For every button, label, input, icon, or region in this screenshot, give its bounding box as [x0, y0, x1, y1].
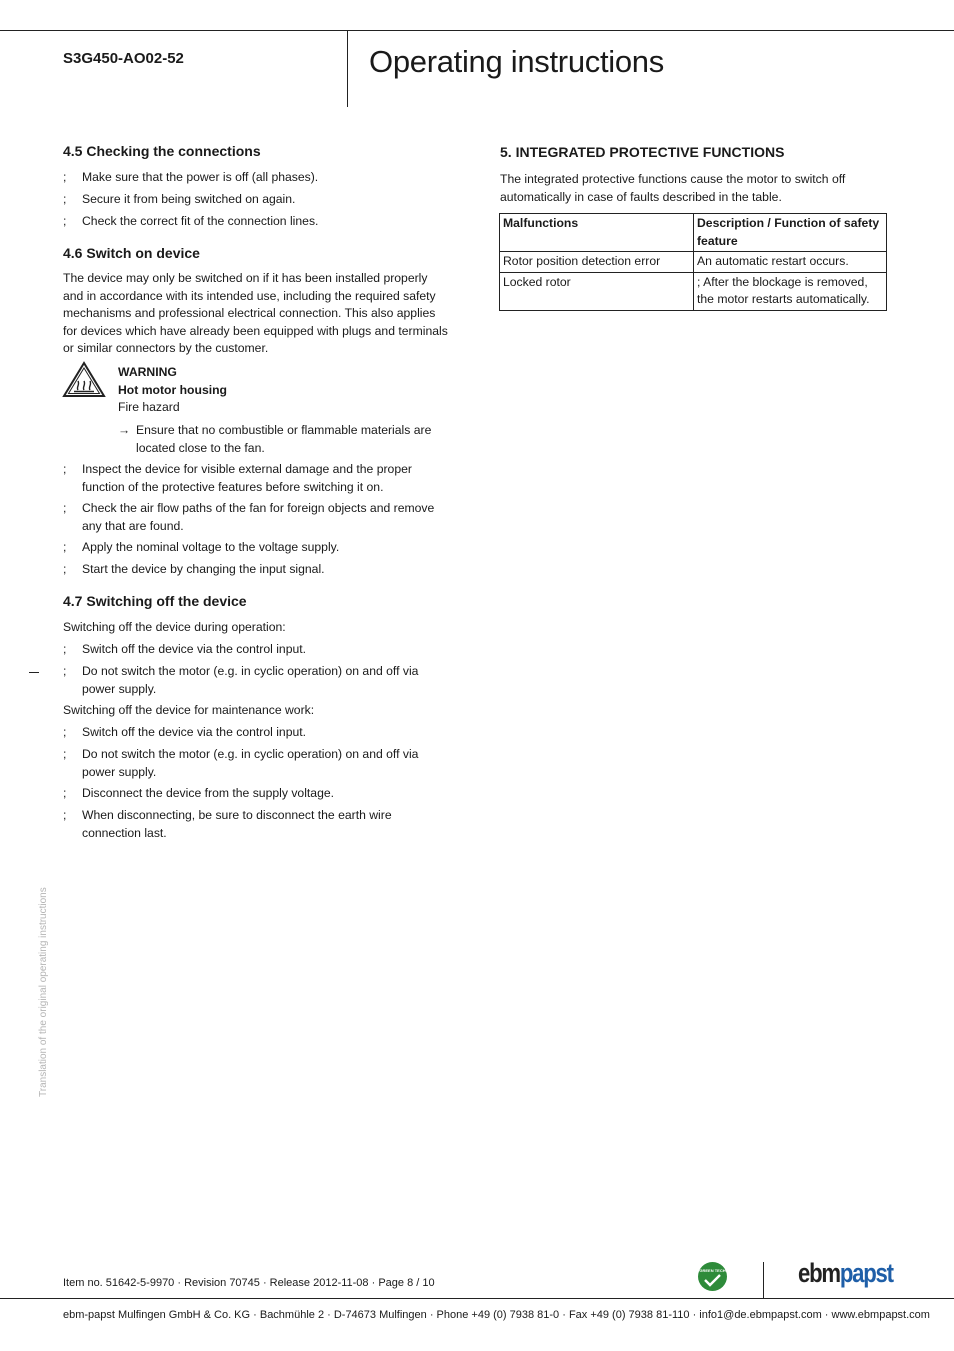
- switch-off-intro-maintenance: Switching off the device for maintenance work:: [63, 703, 315, 717]
- green-tech-badge: [698, 1262, 727, 1291]
- table-cell: An automatic restart occurs.: [694, 252, 887, 273]
- list-item: ; Inspect the device for visible external damage and the proper function of the protective features before switching it on.: [63, 462, 412, 494]
- side-translation-note: Translation of the original operating instructions: [38, 887, 49, 1097]
- page-title: Operating instructions: [369, 44, 664, 79]
- list-item: ; Check the air flow paths of the fan for foreign objects and remove any that are found.: [63, 501, 435, 533]
- switch-on-paragraph: The device may only be switched on if it has been installed properly and in accordance with its intended use, including the required safety mechanisms and professional electrical connection. This also applies for devices which have already been equipped with plugs and terminals or similar connectors by the customer.: [63, 271, 448, 355]
- badge-text: GREEN TECH: [699, 1268, 726, 1273]
- table-cell: Locked rotor: [500, 272, 694, 310]
- table-row: [500, 252, 887, 273]
- list-item: ; Secure it from being switched on again.: [63, 192, 296, 206]
- list-item: ; Make sure that the power is off (all phases).: [63, 170, 319, 184]
- protective-functions-paragraph: The integrated protective functions cause the motor to switch off automatically in case of faults described in the table.: [500, 172, 846, 204]
- warning-action: → Ensure that no combustible or flammable materials are located close to the fan.: [118, 423, 432, 455]
- item-info-line: Item no. 51642-5-9970 · Revision 70745 · Release 2012-11-08 · Page 8 / 10: [63, 1277, 435, 1289]
- list-item: ; Check the correct fit of the connection lines.: [63, 214, 319, 228]
- table-cell: ; After the blockage is removed, the motor restarts automatically.: [694, 272, 887, 310]
- list-item: ; Switch off the device via the control input.: [63, 725, 307, 739]
- list-item: ; When disconnecting, be sure to disconnect the earth wire connection last.: [63, 808, 392, 840]
- warning-label: WARNING: [118, 365, 177, 379]
- list-item: ; Switch off the device via the control input.: [63, 642, 307, 656]
- heading-4-7: 4.7 Switching off the device: [63, 593, 247, 609]
- switch-off-intro-operation: Switching off the device during operation:: [63, 620, 286, 634]
- protective-functions-table: [499, 213, 887, 311]
- arrow-icon: →: [118, 423, 131, 437]
- table-header-row: [500, 214, 887, 252]
- table-header-cell: Description / Function of safety feature: [694, 214, 887, 252]
- heading-4-6: 4.6 Switch on device: [63, 245, 200, 261]
- warning-title: Hot motor housing: [118, 383, 227, 397]
- heading-4-5: 4.5 Checking the connections: [63, 143, 261, 159]
- hot-surface-warning-icon: [62, 361, 106, 398]
- list-item: ; Do not switch the motor (e.g. in cyclic operation) on and off via power supply.: [63, 747, 419, 779]
- heading-5: 5. INTEGRATED PROTECTIVE FUNCTIONS: [500, 144, 785, 160]
- header-divider: [347, 30, 348, 107]
- list-item: ; Disconnect the device from the supply voltage.: [63, 786, 335, 800]
- footer-logo-divider: [763, 1262, 764, 1299]
- warning-subtitle: Fire hazard: [118, 400, 180, 414]
- table-row: [500, 272, 887, 310]
- list-item: ; Do not switch the motor (e.g. in cyclic operation) on and off via power supply.: [63, 664, 419, 696]
- ebmpapst-logo: ebmpapst: [798, 1258, 893, 1288]
- header-top-rule: [0, 30, 954, 31]
- table-cell: Rotor position detection error: [500, 252, 694, 273]
- table-header-cell: Malfunctions: [500, 214, 694, 252]
- footer-rule: [0, 1298, 954, 1299]
- checkmark-icon: [703, 1273, 722, 1287]
- list-item: ; Apply the nominal voltage to the voltage supply.: [63, 540, 340, 554]
- margin-mark: [29, 672, 39, 673]
- list-item: ; Start the device by changing the input signal.: [63, 562, 325, 576]
- model-number: S3G450-AO02-52: [63, 50, 184, 67]
- company-address-line: ebm-papst Mulfingen GmbH & Co. KG · Bachmühle 2 · D-74673 Mulfingen · Phone +49 (0) 7938 81-0 · Fax +49 (0) 7938 81-110 · info1@de.ebmpapst.com · www.ebmpapst.com: [63, 1309, 930, 1321]
